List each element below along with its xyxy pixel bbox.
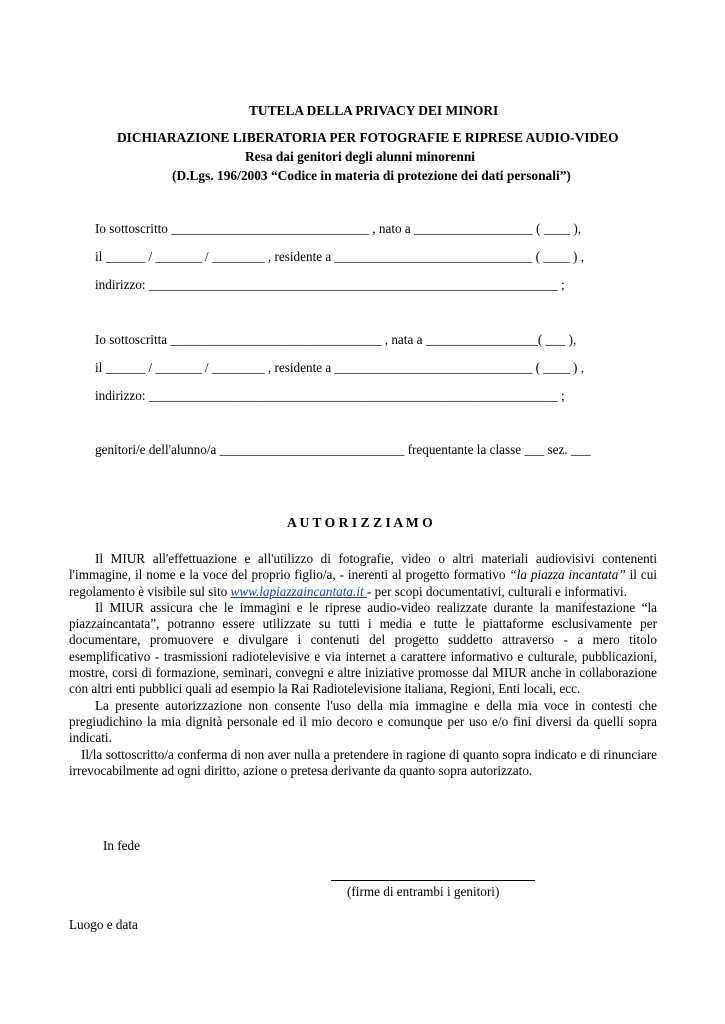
website-link[interactable]: www.lapiazzaincantata.it [230,583,367,599]
paragraph-1-end: - per scopi documentativi, culturali e informativi. [366,583,627,599]
mother-name-line[interactable]: Io sottoscritta ________________________________ , nata a _________________( ___ ), [95,332,577,347]
mother-address-line[interactable]: indirizzo: ______________________________________________________________ ; [95,388,565,403]
place-date-label: Luogo e data [69,917,138,932]
mother-birth-residence-line[interactable]: il ______ / _______ / ________ , residente a ______________________________ ( ____ ) , [95,360,584,375]
father-birth-residence-line[interactable]: il ______ / _______ / ________ , residente a ______________________________ ( ____ ) , [95,249,584,264]
project-name: “la piazza incantata” [509,567,626,583]
document-subtitle: DICHIARAZIONE LIBERATORIA PER FOTOGRAFIE E RIPRESE AUDIO-VIDEO [117,130,619,145]
paragraph-3: La presente autorizzazione non consente l'uso della mia immagine e della mia voce in contesti che pregiudichino la mia dignità personale ed il mio decoro e comunque per uso e/o fini diversi da quelli sopra indicati. [69,697,657,746]
signature-line[interactable] [331,880,535,881]
child-class-line[interactable]: genitori/e dell'alunno/a ____________________________ frequentante la classe ___ sez. ___ [95,442,591,457]
paragraph-4: Il/la sottoscritto/a conferma di non aver nulla a pretendere in ragione di quanto sopra indicato e di rinunciare irrevocabilmente ad ogni diritto, azione o pretesa derivante da quanto sopra autorizzato. [69,746,657,778]
legal-reference: (D.Lgs. 196/2003 “Codice in materia di protezione dei dati personali”) [172,168,571,183]
document-title: TUTELA DELLA PRIVACY DEI MINORI [249,103,499,118]
paragraph-1-mid: il cui regolamento è visibile sul sito [69,567,657,599]
authorization-body [69,551,657,779]
paragraph-2: Il MIUR assicura che le immagini e le riprese audio-video realizzate durante la manifestazione “la piazzaincantata”, potranno essere utilizzate su tutti i media e tutte le piattaforme esclusivamente per documentare, promuovere e divulgare i contenuti del progetto suddetto attraverso - a mero titolo esemplificativo - trasmissioni radiotelevisive e via internet a carattere informativo e culturale, pubblicazioni, mostre, corsi di formazione, seminari, convegni e altre iniziative promosse dal MIUR anche in collaborazione con altri enti pubblici quali ad esempio la Rai Radiotelevisione italiana, Regioni, Enti locali, ecc. [69,599,657,697]
paragraph-1 [69,551,657,600]
signature-caption: (firme di entrambi i genitori) [347,884,500,899]
in-fede-label: In fede [103,838,140,853]
document-subheading: Resa dai genitori degli alunni minorenni [245,149,476,164]
father-name-line[interactable]: Io sottoscritto ______________________________ , nato a __________________ ( ____ ), [95,221,582,236]
paragraph-1-text: Il MIUR all'effettuazione e all'utilizzo di fotografie, video o altri materiali audiovisivi contenenti l'immagine, il nome e la voce del proprio figlio/a, - inerenti al progetto formativo [69,551,657,583]
authorization-heading: A U T O R I Z Z I A M O [287,515,433,530]
father-address-line[interactable]: indirizzo: ______________________________________________________________ ; [95,277,565,292]
